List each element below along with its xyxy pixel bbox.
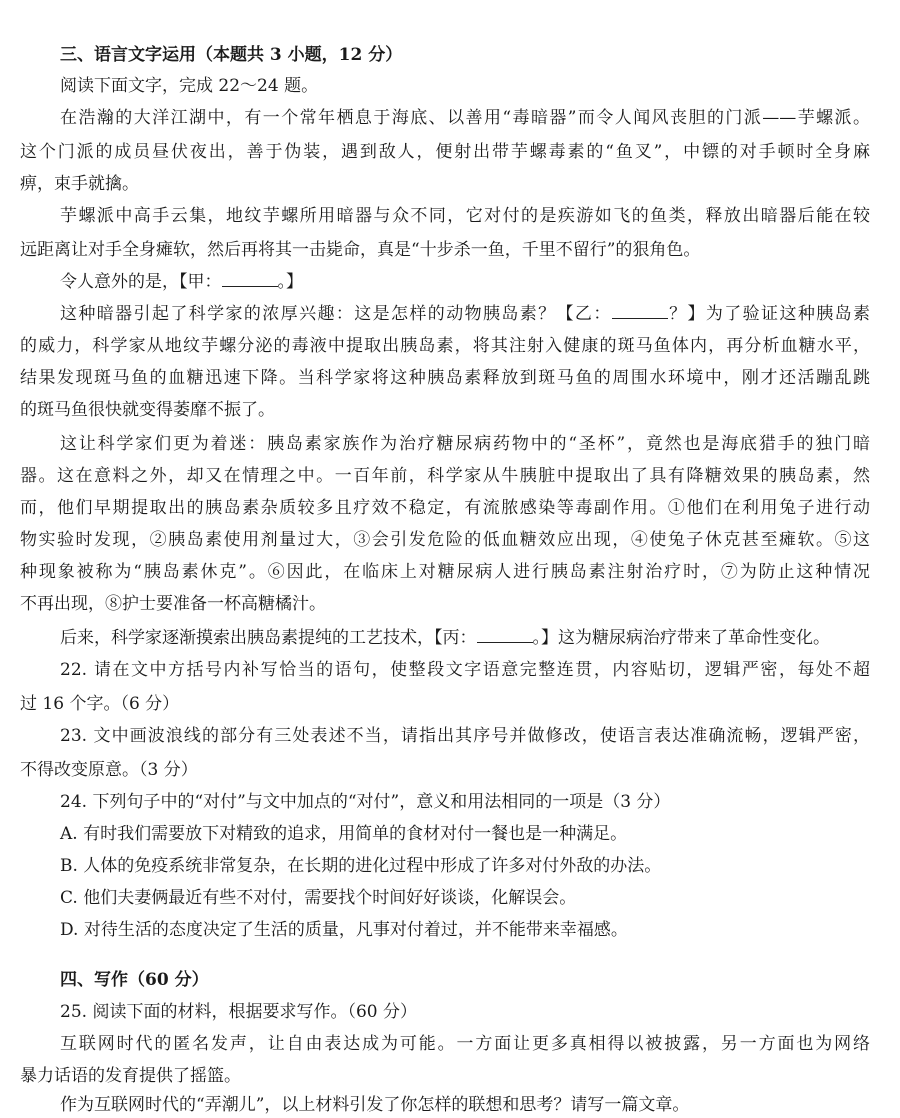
section-3-instruction: 阅读下面文字，完成 22～24 题。: [60, 76, 319, 96]
section-3-heading: 三、语言文字运用（本题共 3 小题，12 分）: [60, 45, 403, 65]
passage-line: 器。这在意料之外，却又在情理之中。一百年前，科学家从牛胰脏中提取出了具有降糖效果的胰岛素，然: [20, 466, 870, 486]
option-c: C. 他们夫妻俩最近有些不对付，需要找个时间好好谈谈，化解误会。: [60, 888, 577, 908]
blank-yi: [612, 304, 668, 319]
blank-jia: [222, 272, 278, 287]
option-b: B. 人体的免疫系统非常复杂，在长期的进化过程中形成了许多对付外敌的办法。: [60, 856, 662, 876]
question-23: 23. 文中画波浪线的部分有三处表述不当，请指出其序号并做修改，使语言表达准确流畅，逻辑严密，: [60, 726, 870, 746]
question-22-cont: 过 16 个字。（6 分）: [20, 694, 180, 714]
option-d: D. 对待生活的态度决定了生活的质量，凡事对付着过，并不能带来幸福感。: [60, 920, 628, 940]
prompt-line: 作为互联网时代的“弄潮儿”，以上材料引发了你怎样的联想和思考？请写一篇文章。: [60, 1095, 690, 1115]
passage-line: 的威力，科学家从地纹芋螺分泌的毒液中提取出胰岛素，将其注射入健康的斑马鱼体内，再分析血糖水平，: [20, 336, 870, 356]
question-24: 24. 下列句子中的“对付”与文中加点的“对付”，意义和用法相同的一项是（3 分）: [60, 792, 671, 812]
passage-line: 这个门派的成员昼伏夜出，善于伪装，遇到敌人，便射出带芋螺毒素的“鱼叉”，中镖的对手顿时全身麻: [20, 142, 870, 162]
question-25: 25. 阅读下面的材料，根据要求写作。（60 分）: [60, 1002, 417, 1022]
section-4-heading: 四、写作（60 分）: [60, 970, 209, 990]
passage-line: 芋螺派中高手云集，地纹芋螺所用暗器与众不同，它对付的是疾游如飞的鱼类，释放出暗器后能在较: [60, 206, 870, 226]
passage-line: 种现象被称为“胰岛素休克”。⑥因此，在临床上对糖尿病人进行胰岛素注射治疗时，⑦为防止这种情况: [20, 562, 870, 582]
passage-line-blank-jia: 令人意外的是，【甲： 。】: [60, 272, 303, 292]
option-a: A. 有时我们需要放下对精致的追求，用简单的食材对付一餐也是一种满足。: [60, 824, 628, 844]
passage-line: 不再出现，⑧护士要准备一杯高糖橘汁。: [20, 594, 326, 614]
blank-bing: [477, 628, 533, 643]
passage-line: 而，他们早期提取出的胰岛素杂质较多且疗效不稳定，有流脓感染等毒副作用。①他们在利用兔子进行动: [20, 498, 870, 518]
passage-line: 物实验时发现，②胰岛素使用剂量过大，③会引发危险的低血糖效应出现，④使兔子休克甚至瘫软。⑤这: [20, 530, 870, 550]
passage-line-blank-yi: 这种暗器引起了科学家的浓厚兴趣：这是怎样的动物胰岛素？【乙： ？】为了验证这种胰岛素: [60, 304, 871, 324]
passage-line: 这让科学家们更为着迷：胰岛素家族作为治疗糖尿病药物中的“圣杯”，竟然也是海底猎手的独门暗: [60, 434, 870, 454]
passage-line: 痹，束手就擒。: [20, 174, 139, 194]
material-line: 暴力话语的发育提供了摇篮。: [20, 1066, 241, 1086]
passage-line: 的斑马鱼很快就变得萎靡不振了。: [20, 400, 275, 420]
question-22: 22. 请在文中方括号内补写恰当的语句，使整段文字语意完整连贯，内容贴切，逻辑严密，每处不超: [60, 660, 870, 680]
question-23-cont: 不得改变原意。（3 分）: [20, 760, 198, 780]
passage-line: 远距离让对手全身瘫软，然后再将其一击毙命，真是“十步杀一鱼，千里不留行”的狠角色。: [20, 240, 701, 260]
passage-line-blank-bing: 后来，科学家逐渐摸索出胰岛素提纯的工艺技术，【丙： 。】这为糖尿病治疗带来了革命性变化。: [60, 628, 830, 648]
passage-line: 在浩瀚的大洋江湖中，有一个常年栖息于海底、以善用“毒暗器”而令人闻风丧胆的门派——芋螺派。: [60, 108, 870, 128]
passage-line: 结果发现斑马鱼的血糖迅速下降。当科学家将这种胰岛素释放到斑马鱼的周围水环境中，刚才还活蹦乱跳: [20, 368, 870, 388]
material-line: 互联网时代的匿名发声，让自由表达成为可能。一方面让更多真相得以被披露，另一方面也为网络: [60, 1034, 870, 1054]
